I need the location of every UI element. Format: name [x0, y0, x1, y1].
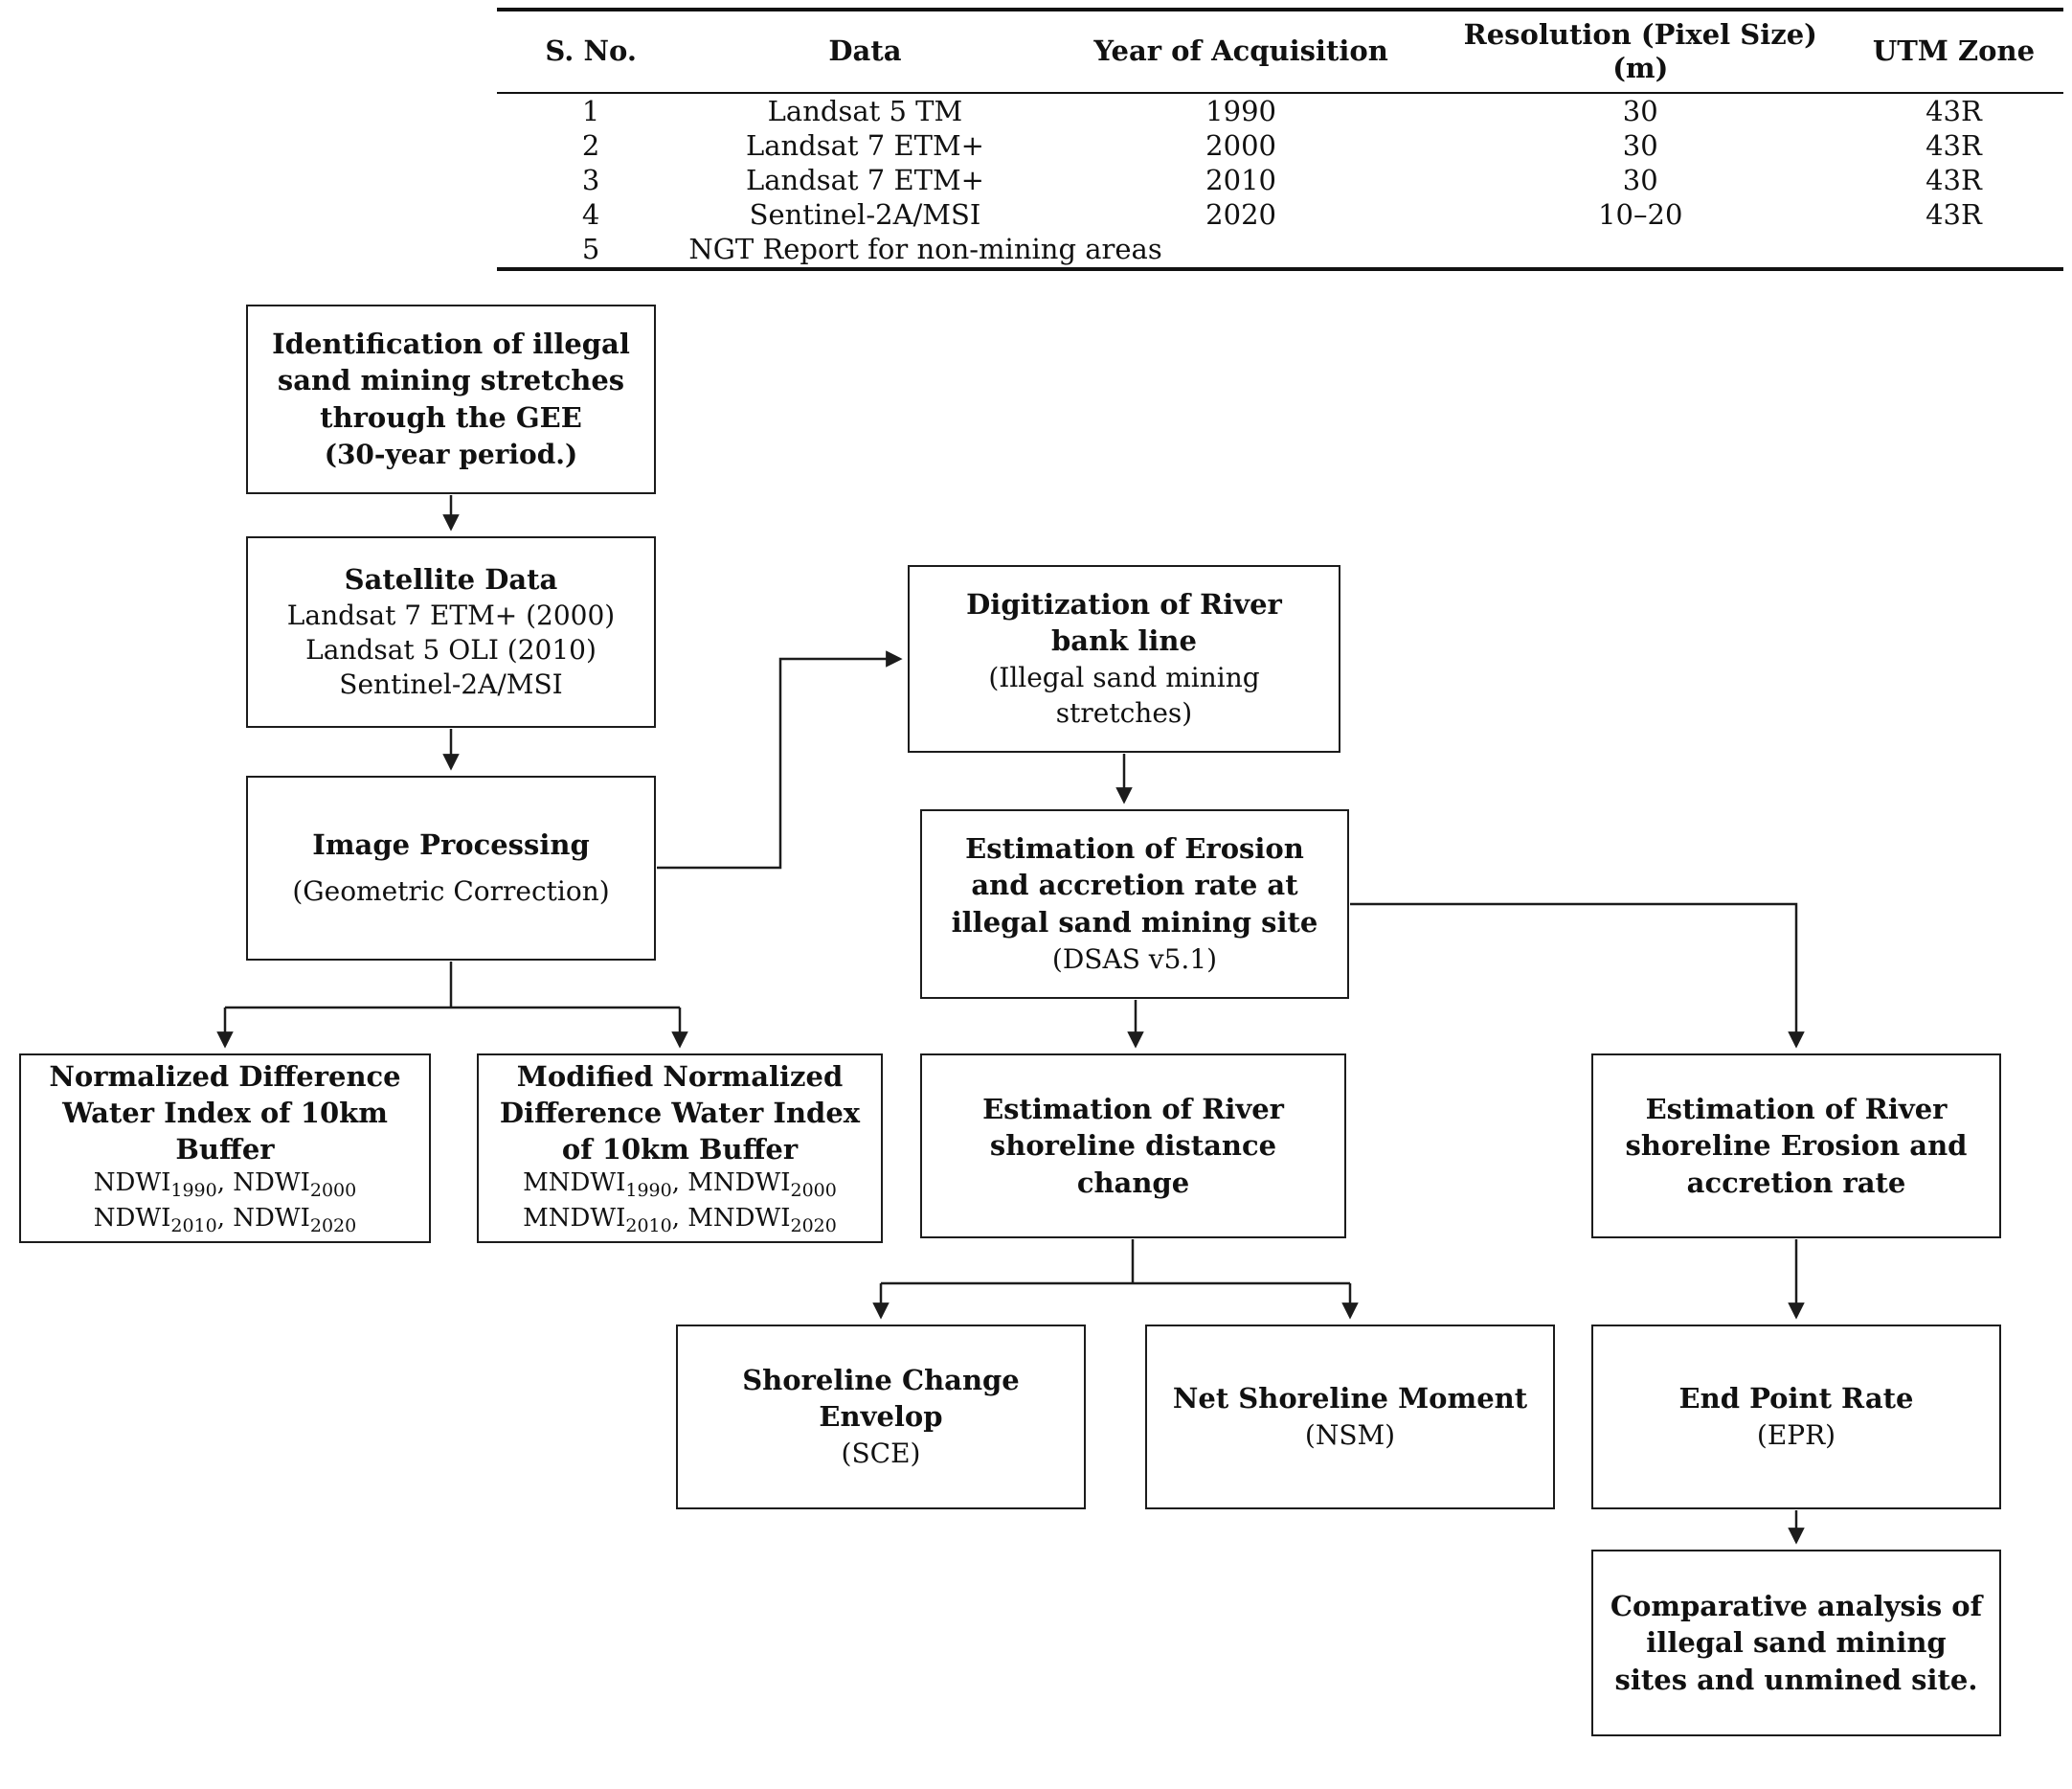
flow-node-image-processing	[246, 776, 656, 961]
col-header-resolution: Resolution (Pixel Size) (m)	[1437, 10, 1844, 93]
cell-sno: 3	[581, 164, 600, 197]
node-title: Net Shoreline Moment	[1172, 1381, 1528, 1415]
connector-erosion-to-shoreline-erosion	[1350, 904, 1796, 1046]
cell-data: Sentinel-2A/MSI	[749, 198, 981, 232]
cell-resolution: 30	[1622, 94, 1658, 127]
cell-year: 2010	[1205, 164, 1276, 197]
cell-utm	[1844, 232, 2063, 268]
cell-data: NGT Report for non-mining areas	[688, 233, 1162, 266]
table-row	[497, 232, 2063, 268]
node-subtitle: (Illegal sand mining stretches)	[988, 662, 1260, 730]
flow-node-shoreline-erosion-rate	[1591, 1053, 2001, 1238]
node-title: Image Processing	[312, 827, 590, 861]
node-title: Normalized Difference Water Index of 10km Buffer	[49, 1059, 401, 1166]
col-header-utm: UTM Zone	[1844, 10, 2063, 93]
mndwi-years-line-1	[523, 1167, 837, 1203]
node-title: Shoreline Change Envelop	[742, 1363, 1020, 1434]
cell-sno: 2	[581, 128, 600, 162]
flow-node-satellite-data	[246, 536, 656, 728]
ndwi-years-line-2	[94, 1203, 356, 1238]
formula-subscript: 2010	[625, 1215, 672, 1237]
node-subtitle: (30-year period.)	[324, 438, 578, 470]
cell-sno: 4	[581, 198, 600, 232]
node-title: Digitization of River bank line	[966, 587, 1282, 658]
cell-resolution: 30	[1622, 164, 1658, 197]
cell-year: 2020	[1205, 198, 1276, 232]
node-line: Landsat 7 ETM+ (2000)	[286, 599, 616, 631]
flow-node-digitization	[908, 565, 1340, 753]
formula-subscript: 2020	[790, 1215, 837, 1237]
cell-utm: 43R	[1926, 198, 1982, 232]
formula-text: , NDWI	[216, 1204, 310, 1234]
formula-subscript: 1990	[170, 1180, 217, 1202]
formula-subscript: 2020	[309, 1215, 357, 1237]
formula-text: , MNDWI	[671, 1204, 791, 1234]
node-subtitle: (EPR)	[1756, 1419, 1836, 1452]
cell-sno: 1	[581, 94, 600, 127]
node-title: Estimation of River shoreline distance change	[982, 1093, 1284, 1199]
col-header-data: Data	[685, 10, 1045, 93]
table-header-row	[497, 10, 2063, 93]
formula-text: MNDWI	[523, 1168, 626, 1198]
mndwi-years-line-2	[523, 1203, 837, 1238]
cell-year: 2000	[1205, 128, 1276, 162]
node-title: Modified Normalized Difference Water Index of 10km Buffer	[499, 1059, 861, 1166]
node-title: Satellite Data	[344, 563, 558, 597]
node-line: Sentinel-2A/MSI	[339, 668, 563, 701]
acquisition-data-table	[497, 8, 2063, 271]
node-title: End Point Rate	[1678, 1381, 1914, 1415]
flow-node-erosion-accretion-estimation	[920, 809, 1349, 999]
flow-node-gee-identification	[246, 305, 656, 494]
node-subtitle: (Geometric Correction)	[292, 875, 610, 908]
flow-node-nsm	[1145, 1325, 1555, 1509]
node-title: Comparative analysis of illegal sand mining sites and unmined site.	[1610, 1590, 1983, 1696]
cell-resolution: 30	[1622, 128, 1658, 162]
node-title: Estimation of Erosion and accretion rate at illegal sand mining site	[951, 832, 1318, 939]
flow-node-comparative-analysis	[1591, 1550, 2001, 1736]
flow-node-ndwi	[19, 1053, 431, 1243]
table-row	[497, 197, 2063, 232]
formula-subscript: 2000	[790, 1180, 837, 1202]
formula-text: , MNDWI	[671, 1168, 791, 1198]
node-line: Landsat 5 OLI (2010)	[305, 633, 597, 666]
cell-year: 1990	[1205, 94, 1276, 127]
ndwi-years-line-1	[94, 1167, 356, 1203]
cell-data: Landsat 7 ETM+	[745, 164, 984, 197]
formula-text: MNDWI	[523, 1204, 626, 1234]
node-subtitle: (DSAS v5.1)	[1051, 942, 1218, 975]
cell-data: Landsat 5 TM	[767, 94, 963, 127]
col-header-sno: S. No.	[497, 10, 685, 93]
formula-subscript: 2000	[309, 1180, 357, 1202]
connector-processing-to-digitization	[657, 659, 900, 868]
formula-subscript: 1990	[625, 1180, 672, 1202]
node-title: Estimation of River shoreline Erosion and accretion rate	[1625, 1093, 1968, 1199]
formula-text: NDWI	[93, 1204, 171, 1234]
cell-sno: 5	[581, 233, 600, 266]
cell-resolution: 10–20	[1598, 198, 1683, 232]
table-row	[497, 128, 2063, 163]
table-row	[497, 93, 2063, 128]
flow-node-shoreline-distance-change	[920, 1053, 1346, 1238]
cell-resolution	[1437, 232, 1844, 268]
node-subtitle: (SCE)	[841, 1438, 921, 1470]
formula-subscript: 2010	[170, 1215, 217, 1237]
table-row	[497, 163, 2063, 197]
col-header-year: Year of Acquisition	[1046, 10, 1437, 93]
node-title: Identification of illegal sand mining stretches through the GEE	[272, 328, 630, 434]
cell-data: Landsat 7 ETM+	[745, 128, 984, 162]
cell-utm: 43R	[1926, 164, 1982, 197]
formula-text: NDWI	[93, 1168, 171, 1198]
formula-text: , NDWI	[216, 1168, 310, 1198]
flow-node-epr	[1591, 1325, 2001, 1509]
cell-utm: 43R	[1926, 128, 1982, 162]
flow-node-sce	[676, 1325, 1086, 1509]
flow-node-mndwi	[477, 1053, 883, 1243]
cell-utm: 43R	[1926, 94, 1982, 127]
node-subtitle: (NSM)	[1304, 1419, 1396, 1452]
